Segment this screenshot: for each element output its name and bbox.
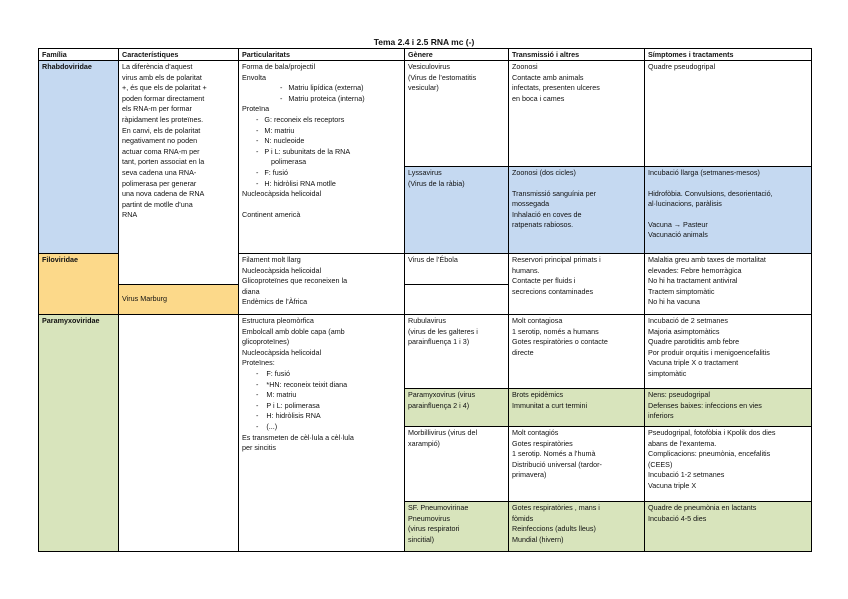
list-item: - F: fusió xyxy=(256,368,290,378)
text-line: elevades: Febre hemorràgica xyxy=(648,265,742,275)
text-line: Pseudogripal, fotofòbia i Kpolik dos dies xyxy=(648,428,776,437)
text-line: Endèmics de l’Àfrica xyxy=(242,297,308,307)
text-line: poden formar directament xyxy=(122,93,205,103)
text-line: inferiors xyxy=(648,411,674,421)
text-line: Incubació llarga (setmanes-mesos) xyxy=(648,168,760,177)
text-line: xarampió) xyxy=(408,438,440,448)
text-line: Complicacions: pneumònia, encefalitis xyxy=(648,449,771,459)
text-line: Majoria asimptomàtics xyxy=(648,326,720,336)
header-genere: Gènere xyxy=(405,49,509,61)
text-line xyxy=(512,179,641,189)
text-line: seva cadena una RNA- xyxy=(122,167,197,177)
text-line: 1 serotip, només a humans xyxy=(512,326,599,336)
text-line: (Virus de l’estomatitis xyxy=(408,72,477,82)
virus-table xyxy=(38,48,812,552)
sympt-lyssavirus xyxy=(645,167,812,254)
text-line: Contacte amb animals xyxy=(512,72,584,82)
text-line: Reservori principal primats i xyxy=(512,255,601,264)
header-familia: Família xyxy=(39,49,119,61)
text-line: Inhalació en coves de xyxy=(512,209,582,219)
text-line: Hidrofòbia. Convulsions, desorientació, xyxy=(648,188,773,198)
text-line: actuar coma RNA-m per xyxy=(122,146,200,156)
text-line: Forma de bala/projectil xyxy=(242,62,316,71)
text-line: Morbillivirus (virus del xyxy=(408,428,478,437)
text-line: Quadre de pneumònia en lactants xyxy=(648,503,757,512)
text-line: Continent americà xyxy=(242,209,301,219)
text-line: Gotes respiratòries xyxy=(512,438,573,448)
sympt-filoviridae xyxy=(645,254,812,315)
caracteristiques-empty xyxy=(119,315,239,552)
rhabdo-particularitats xyxy=(239,61,405,254)
text-line: infectats, presenten ulceres xyxy=(512,83,600,93)
text-line xyxy=(648,179,808,189)
family-paramyxoviridae: Paramyxoviridae xyxy=(39,315,119,552)
trans-morbillivirus xyxy=(509,427,645,502)
text-line: Proteïna xyxy=(242,104,270,114)
text-line: Zoonosi (dos cicles) xyxy=(512,168,576,177)
text-line: +, és que els de polaritat + xyxy=(122,83,207,93)
genere-lyssavirus xyxy=(405,167,509,254)
table-row xyxy=(39,61,812,167)
list-item: - M: matriu xyxy=(256,125,295,135)
text-line: tant, porten associat en la xyxy=(122,157,205,167)
text-line: Incubació 4-5 dies xyxy=(648,513,707,523)
genere-pneumovirus xyxy=(405,502,509,552)
caracteristiques-cell xyxy=(119,61,239,285)
genere-ebola xyxy=(405,254,509,285)
list-item: - P i L: subunitats de la RNA xyxy=(256,146,351,156)
text-line: Zoonosi xyxy=(512,62,538,71)
genere-paramyxovirus xyxy=(405,389,509,427)
text-line: Tractem simptomàtic xyxy=(648,286,715,296)
text-line: Molt contagiosa xyxy=(512,316,563,325)
text-line: Vacuna → Pasteur xyxy=(648,219,708,229)
text-line: Quadre parotiditis amb febre xyxy=(648,337,740,347)
header-particularitats: Particularitats xyxy=(239,49,405,61)
text-line: Filament molt llarg xyxy=(242,255,301,264)
text-line: Vacunació animals xyxy=(648,230,708,240)
text-line: secrecions contaminades xyxy=(512,286,594,296)
list-item: - *HN: reconeix teixit diana xyxy=(256,379,348,389)
text-line: mossegada xyxy=(512,199,550,209)
header-row xyxy=(39,49,812,61)
text-line: Mundial (hivern) xyxy=(512,534,564,544)
text-line: Lyssavirus xyxy=(408,168,442,177)
text-line: SF. Pneumovirinae xyxy=(408,503,469,512)
text-line: parainfluença 1 i 3) xyxy=(408,337,470,347)
text-line: Vacuna triple X o tractament xyxy=(648,358,739,368)
list-item: - H: hidròlisi RNA motlle xyxy=(256,178,336,188)
text-line: Virus de l’Ébola xyxy=(408,255,458,264)
text-line: Envolta xyxy=(242,72,266,82)
text-line: Vesiculovirus xyxy=(408,62,450,71)
sympt-paramyxovirus xyxy=(645,389,812,427)
text-line: parainfluença 2 i 4) xyxy=(408,400,470,410)
text-line: Proteïnes: xyxy=(242,358,275,368)
text-line: Estructura pleomòrfica xyxy=(242,316,314,325)
text-line: fòmids xyxy=(512,513,534,523)
family-filoviridae: Filoviridae xyxy=(39,254,119,315)
list-item: - M: matriu xyxy=(256,390,297,400)
text-line: (virus respiratori xyxy=(408,524,460,534)
text-line: al·lucinacions, paràlisis xyxy=(648,199,722,209)
list-item: - P i L: polimerasa xyxy=(256,400,320,410)
genere-vesiculovirus xyxy=(405,61,509,167)
text-line: polimerasa per generar xyxy=(122,178,197,188)
text-line: els RNA-m per formar xyxy=(122,104,192,114)
text-line: sincitial) xyxy=(408,534,434,544)
text-line: 1 serotip. Només a l’humà xyxy=(512,449,596,459)
trans-paramyxovirus xyxy=(509,389,645,427)
text-line: Pneumovirus xyxy=(408,513,450,523)
text-line: partint de motlle d’una xyxy=(122,199,193,209)
text-line: ratpenats rabiosos. xyxy=(512,220,574,230)
text-line: simptomàtic xyxy=(648,368,687,378)
text-line: directe xyxy=(512,347,534,357)
trans-pneumovirus xyxy=(509,502,645,552)
sympt-pneumovirus xyxy=(645,502,812,552)
document-title: Tema 2.4 i 2.5 RNA mc (-) xyxy=(373,37,475,47)
text-line: RNA xyxy=(122,210,138,220)
text-line: Defenses baixes: infeccions en vies xyxy=(648,400,762,410)
text-line: humans. xyxy=(512,265,540,275)
text-line: Molt contagiós xyxy=(512,428,559,437)
text-line xyxy=(648,210,808,220)
text-line: Vacuna triple X xyxy=(648,480,697,490)
text-line: Paramyxovirus (virus xyxy=(408,390,476,399)
text-line: primavera) xyxy=(512,470,547,480)
text-line: No hi ha tractament antiviral xyxy=(648,276,738,286)
sympt-vesiculovirus xyxy=(645,61,812,167)
sympt-morbillivirus xyxy=(645,427,812,502)
trans-filoviridae xyxy=(509,254,645,315)
text-line: En canvi, els de polaritat xyxy=(122,125,201,135)
text-line: Gotes respiratòries , mans i xyxy=(512,503,600,512)
text-line: Rubulavirus xyxy=(408,316,446,325)
genere-morbillivirus xyxy=(405,427,509,502)
text-line: Incubació de 2 setmanes xyxy=(648,316,728,325)
text-line: Incubació 1-2 setmanes xyxy=(648,470,725,480)
text-line: (virus de les galteres i xyxy=(408,326,478,336)
text-line: glicoproteïnes) xyxy=(242,337,290,347)
text-line: polimerasa xyxy=(271,157,307,167)
text-line: virus amb els de polaritat xyxy=(122,72,202,82)
trans-lyssavirus xyxy=(509,167,645,254)
text-line xyxy=(242,200,401,210)
text-line: Nucleocàpsida helicoidal xyxy=(242,189,322,199)
trans-vesiculovirus xyxy=(509,61,645,167)
family-rhabdoviridae: Rhabdoviridae xyxy=(39,61,119,254)
list-item: - (...) xyxy=(256,421,278,431)
text-line: (CEES) xyxy=(648,459,673,469)
text-line: Virus Marburg xyxy=(122,294,168,304)
text-line: No hi ha vacuna xyxy=(648,297,700,307)
text-line: diana xyxy=(242,286,260,296)
text-line: Contacte per fluids i xyxy=(512,276,576,286)
text-line: Malaltia greu amb taxes de mortalitat xyxy=(648,255,766,264)
table-row xyxy=(39,315,812,389)
text-line: Distribució universal (tardor- xyxy=(512,459,602,469)
list-item: - N: nucleoide xyxy=(256,136,305,146)
text-line: en boca i cames xyxy=(512,93,565,103)
header-simptomes: Símptomes i tractaments xyxy=(645,49,812,61)
text-line: Por produir orquitis i menigoencefalitis xyxy=(648,347,770,357)
text-line: Glicoproteïnes que reconeixen la xyxy=(242,276,348,286)
text-line: abans de l’exantema. xyxy=(648,438,717,448)
text-line: negativament no poden xyxy=(122,136,198,146)
text-line: Immunitat a curt termini xyxy=(512,400,588,410)
sympt-rubulavirus xyxy=(645,315,812,389)
trans-rubulavirus xyxy=(509,315,645,389)
text-line: Embolcall amb doble capa (amb xyxy=(242,326,345,336)
list-item: - Matriu lipídica (externa) xyxy=(280,83,364,93)
text-line: una nova cadena de RNA xyxy=(122,189,205,199)
text-line: Quadre pseudogripal xyxy=(648,62,716,71)
list-item: - H: hidròlisis RNA xyxy=(256,411,321,421)
filo-particularitats xyxy=(239,254,405,315)
text-line: Gotes respiratòries o contacte xyxy=(512,337,608,347)
text-line: Reinfeccions (adults lleus) xyxy=(512,524,596,534)
text-line: per sincitis xyxy=(242,443,276,453)
text-line: La diferència d’aquest xyxy=(122,62,193,71)
genere-rubulavirus xyxy=(405,315,509,389)
text-line: Es transmeten de cèl·lula a cèl·lula xyxy=(242,432,354,442)
list-item: - Matriu proteica (interna) xyxy=(280,93,365,103)
text-line: Nucleocàpsida helicoidal xyxy=(242,347,322,357)
header-caracteristiques: Característiques xyxy=(119,49,239,61)
text-line: Nens: pseudogripal xyxy=(648,390,710,399)
text-line: ràpidament les proteïnes. xyxy=(122,114,204,124)
list-item: - F: fusió xyxy=(256,167,288,177)
text-line: Nucleocàpsida helicoidal xyxy=(242,265,322,275)
header-transmissio: Transmissió i altres xyxy=(509,49,645,61)
list-item: - G: reconeix els receptors xyxy=(256,114,345,124)
text-line: Transmissió sanguínia per xyxy=(512,188,597,198)
text-line: (Virus de la ràbia) xyxy=(408,178,465,188)
text-line: Brots epidèmics xyxy=(512,390,564,399)
genere-marburg xyxy=(119,285,239,315)
text-line: vesicular) xyxy=(408,83,439,93)
paramyxo-particularitats xyxy=(239,315,405,552)
